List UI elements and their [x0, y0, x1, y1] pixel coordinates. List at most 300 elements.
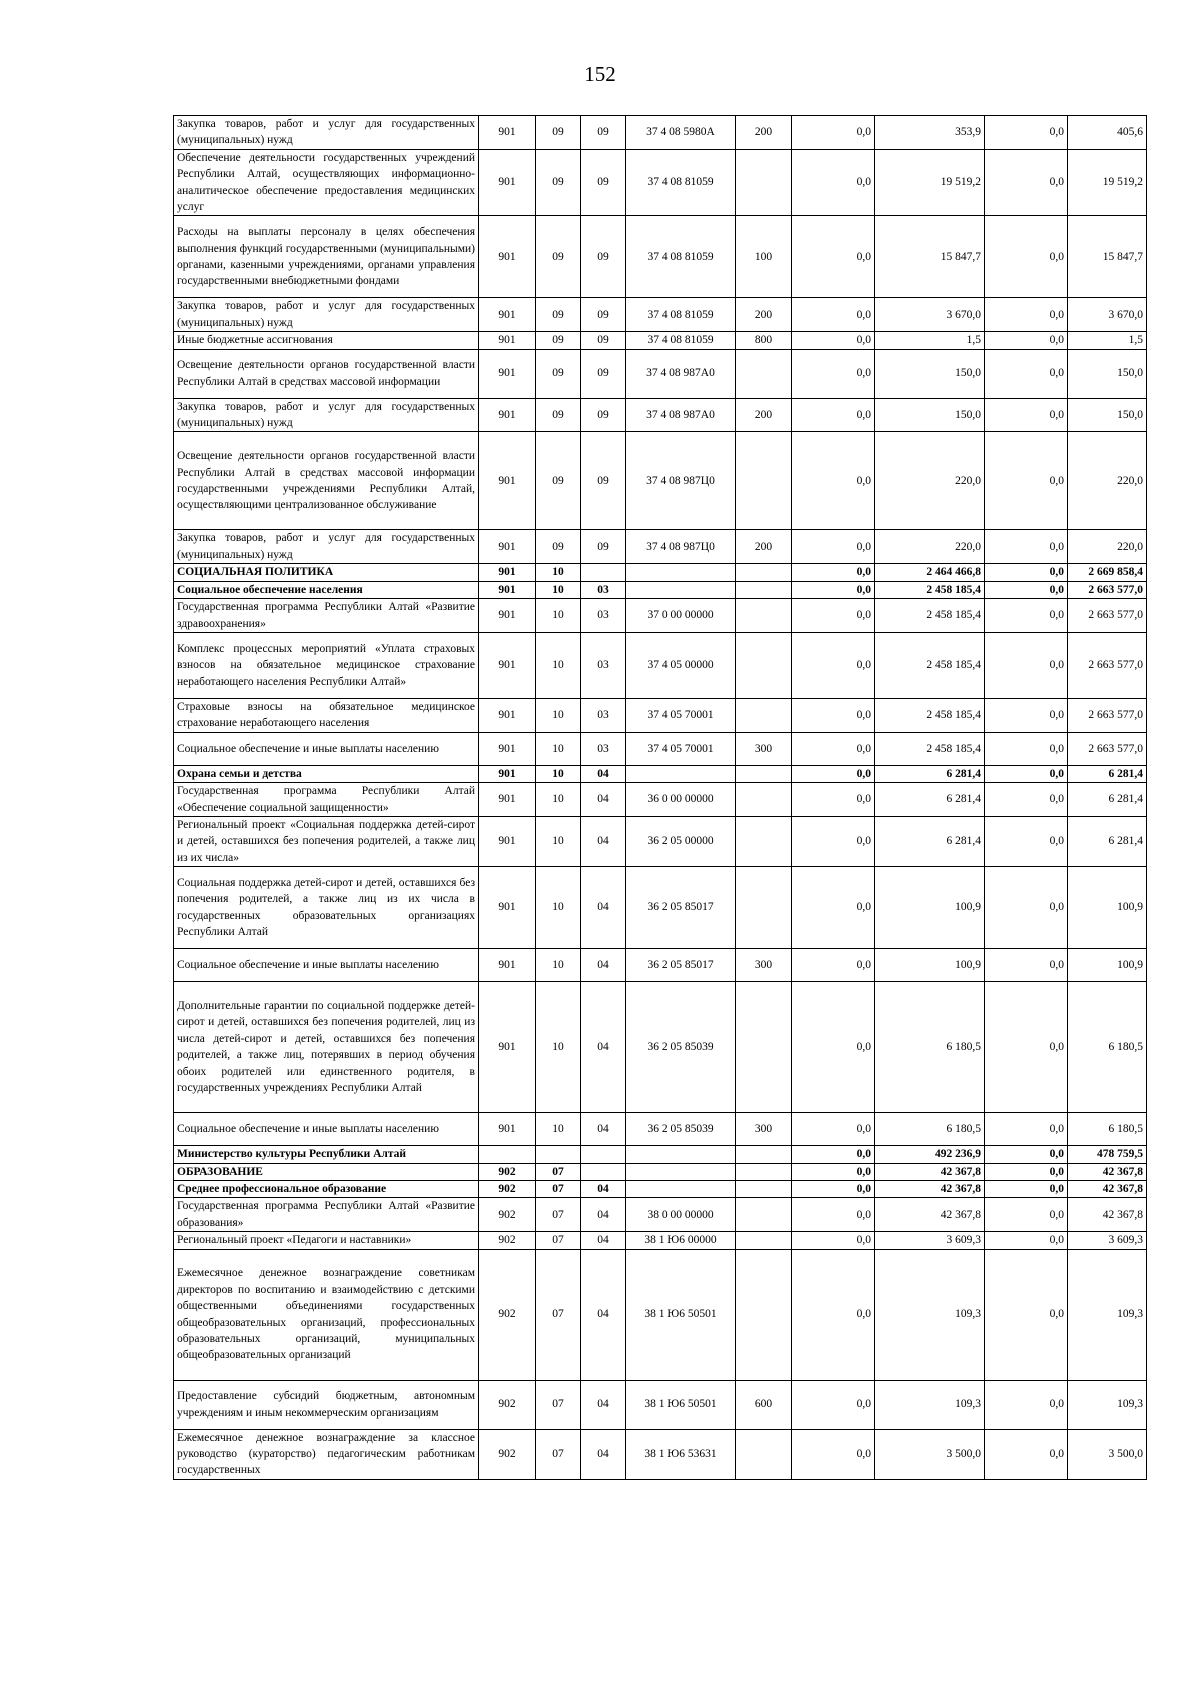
target-article-code	[626, 1180, 736, 1197]
expense-type-code	[736, 1429, 792, 1479]
page-number: 152	[584, 62, 616, 86]
row-name: Государственная программа Республики Алтай «Развитие здравоохранения»	[174, 599, 479, 633]
target-article-code: 38 1 Ю6 50501	[626, 1380, 736, 1429]
value-4: 100,9	[1068, 949, 1147, 982]
value-2: 42 367,8	[875, 1163, 985, 1180]
section-code: 09	[536, 432, 581, 530]
value-3: 0,0	[985, 1380, 1068, 1429]
row-name: Социальное обеспечение и иные выплаты населению	[174, 949, 479, 982]
expense-type-code	[736, 1146, 792, 1163]
value-3: 0,0	[985, 732, 1068, 765]
row-name: Среднее профессиональное образование	[174, 1180, 479, 1197]
subsection-code: 09	[581, 149, 626, 216]
value-1: 0,0	[792, 632, 875, 698]
value-4: 478 759,5	[1068, 1146, 1147, 1163]
value-1: 0,0	[792, 949, 875, 982]
target-article-code: 37 4 05 70001	[626, 698, 736, 732]
value-2: 1,5	[875, 332, 985, 349]
value-1: 0,0	[792, 867, 875, 949]
value-2: 3 609,3	[875, 1232, 985, 1249]
subsection-code: 04	[581, 1429, 626, 1479]
row-name: ОБРАЗОВАНИЕ	[174, 1163, 479, 1180]
value-1: 0,0	[792, 816, 875, 866]
subsection-code: 04	[581, 765, 626, 782]
target-article-code: 36 0 00 00000	[626, 783, 736, 817]
value-4: 3 670,0	[1068, 298, 1147, 332]
value-2: 220,0	[875, 530, 985, 564]
value-1: 0,0	[792, 783, 875, 817]
value-4: 2 663 577,0	[1068, 599, 1147, 633]
target-article-code: 38 0 00 00000	[626, 1198, 736, 1232]
ministry-code: 901	[479, 765, 536, 782]
subsection-code	[581, 1146, 626, 1163]
subsection-code: 03	[581, 581, 626, 598]
value-3: 0,0	[985, 982, 1068, 1113]
ministry-code: 901	[479, 530, 536, 564]
ministry-code: 901	[479, 116, 536, 150]
row-name: Социальное обеспечение населения	[174, 581, 479, 598]
value-2: 2 458 185,4	[875, 632, 985, 698]
value-1: 0,0	[792, 581, 875, 598]
value-1: 0,0	[792, 732, 875, 765]
value-4: 1,5	[1068, 332, 1147, 349]
row-name: Расходы на выплаты персоналу в целях обеспечения выполнения функций государственными (муниципальными) органами, казенными учреждениями, органами управления государственными внебюджетными фондами	[174, 216, 479, 298]
section-code: 09	[536, 149, 581, 216]
ministry-code: 901	[479, 398, 536, 432]
ministry-code: 901	[479, 632, 536, 698]
expense-type-code: 200	[736, 298, 792, 332]
expense-type-code	[736, 765, 792, 782]
subsection-code: 04	[581, 783, 626, 817]
value-3: 0,0	[985, 149, 1068, 216]
section-code: 10	[536, 982, 581, 1113]
value-2: 6 281,4	[875, 783, 985, 817]
expense-type-code: 200	[736, 530, 792, 564]
value-3: 0,0	[985, 1163, 1068, 1180]
subsection-code: 03	[581, 698, 626, 732]
value-2: 42 367,8	[875, 1180, 985, 1197]
ministry-code: 901	[479, 816, 536, 866]
table-row	[174, 1232, 1147, 1249]
value-2: 109,3	[875, 1249, 985, 1380]
ministry-code: 901	[479, 432, 536, 530]
table-row	[174, 982, 1147, 1113]
expense-type-code	[736, 1163, 792, 1180]
table-row	[174, 732, 1147, 765]
value-1: 0,0	[792, 599, 875, 633]
row-name: Государственная программа Республики Алтай «Развитие образования»	[174, 1198, 479, 1232]
section-code: 10	[536, 564, 581, 581]
expense-type-code	[736, 1180, 792, 1197]
expense-type-code	[736, 867, 792, 949]
value-1: 0,0	[792, 1429, 875, 1479]
subsection-code: 09	[581, 216, 626, 298]
subsection-code: 03	[581, 632, 626, 698]
section-code: 10	[536, 632, 581, 698]
target-article-code	[626, 1163, 736, 1180]
value-3: 0,0	[985, 698, 1068, 732]
table-row	[174, 816, 1147, 866]
row-name: Государственная программа Республики Алтай «Обеспечение социальной защищенности»	[174, 783, 479, 817]
row-name: Региональный проект «Социальная поддержка детей-сирот и детей, оставшихся без попечения родителей, а также лиц из их числа»	[174, 816, 479, 866]
section-code: 10	[536, 698, 581, 732]
expense-type-code	[736, 816, 792, 866]
target-article-code: 37 4 05 00000	[626, 632, 736, 698]
section-code: 09	[536, 116, 581, 150]
expense-type-code: 200	[736, 116, 792, 150]
value-1: 0,0	[792, 564, 875, 581]
value-3: 0,0	[985, 765, 1068, 782]
target-article-code: 38 1 Ю6 50501	[626, 1249, 736, 1380]
value-2: 6 281,4	[875, 765, 985, 782]
ministry-code: 901	[479, 332, 536, 349]
value-1: 0,0	[792, 216, 875, 298]
value-3: 0,0	[985, 581, 1068, 598]
table-row	[174, 432, 1147, 530]
value-4: 100,9	[1068, 867, 1147, 949]
table-row	[174, 1180, 1147, 1197]
value-3: 0,0	[985, 1180, 1068, 1197]
row-name: Освещение деятельности органов государственной власти Республики Алтай в средствах массовой информации	[174, 349, 479, 398]
value-1: 0,0	[792, 698, 875, 732]
section-code: 09	[536, 398, 581, 432]
subsection-code: 04	[581, 1113, 626, 1146]
value-1: 0,0	[792, 1198, 875, 1232]
value-3: 0,0	[985, 1249, 1068, 1380]
ministry-code: 901	[479, 216, 536, 298]
table-row	[174, 216, 1147, 298]
section-code: 10	[536, 949, 581, 982]
expense-type-code	[736, 1249, 792, 1380]
ministry-code: 901	[479, 1113, 536, 1146]
section-code: 10	[536, 783, 581, 817]
section-code: 10	[536, 867, 581, 949]
value-4: 405,6	[1068, 116, 1147, 150]
table-row	[174, 1198, 1147, 1232]
subsection-code: 09	[581, 398, 626, 432]
value-2: 100,9	[875, 867, 985, 949]
section-code: 07	[536, 1249, 581, 1380]
section-code: 07	[536, 1163, 581, 1180]
value-3: 0,0	[985, 599, 1068, 633]
expense-type-code: 300	[736, 949, 792, 982]
table-row	[174, 530, 1147, 564]
ministry-code: 901	[479, 982, 536, 1113]
row-name: Охрана семьи и детства	[174, 765, 479, 782]
table-row	[174, 116, 1147, 150]
section-code: 07	[536, 1380, 581, 1429]
row-name: Страховые взносы на обязательное медицинское страхование неработающего населения	[174, 698, 479, 732]
value-4: 3 609,3	[1068, 1232, 1147, 1249]
value-3: 0,0	[985, 432, 1068, 530]
expense-type-code: 200	[736, 398, 792, 432]
table-row	[174, 1146, 1147, 1163]
ministry-code: 901	[479, 564, 536, 581]
value-3: 0,0	[985, 1198, 1068, 1232]
value-1: 0,0	[792, 349, 875, 398]
target-article-code: 37 4 08 987A0	[626, 349, 736, 398]
subsection-code: 03	[581, 732, 626, 765]
table-row	[174, 599, 1147, 633]
row-name: Региональный проект «Педагоги и наставники»	[174, 1232, 479, 1249]
row-name: Социальное обеспечение и иные выплаты населению	[174, 732, 479, 765]
table-row	[174, 698, 1147, 732]
row-name: Дополнительные гарантии по социальной поддержке детей-сирот и детей, оставшихся без попечения родителей, лиц из числа детей-сирот и детей, оставшихся без попечения родителей, а также лиц, потерявших в период обучения обоих родителей или единственного родителя, в государственных учреждениях Республики Алтай	[174, 982, 479, 1113]
section-code: 07	[536, 1198, 581, 1232]
section-code: 07	[536, 1232, 581, 1249]
value-1: 0,0	[792, 298, 875, 332]
value-4: 109,3	[1068, 1380, 1147, 1429]
table-row	[174, 581, 1147, 598]
ministry-code: 901	[479, 867, 536, 949]
row-name: Социальная поддержка детей-сирот и детей, оставшихся без попечения родителей, а также лиц из их числа в государственных образовательных организациях Республики Алтай	[174, 867, 479, 949]
row-name: Предоставление субсидий бюджетным, автономным учреждениям и иным некоммерческим организациям	[174, 1380, 479, 1429]
value-3: 0,0	[985, 564, 1068, 581]
expense-type-code: 600	[736, 1380, 792, 1429]
value-2: 6 281,4	[875, 816, 985, 866]
value-2: 2 464 466,8	[875, 564, 985, 581]
value-1: 0,0	[792, 332, 875, 349]
value-4: 6 180,5	[1068, 1113, 1147, 1146]
value-4: 2 663 577,0	[1068, 581, 1147, 598]
table-row	[174, 149, 1147, 216]
budget-table	[173, 115, 1147, 1480]
value-4: 42 367,8	[1068, 1163, 1147, 1180]
section-code: 09	[536, 349, 581, 398]
section-code: 09	[536, 298, 581, 332]
target-article-code: 37 4 08 81059	[626, 149, 736, 216]
row-name: СОЦИАЛЬНАЯ ПОЛИТИКА	[174, 564, 479, 581]
section-code: 10	[536, 765, 581, 782]
value-4: 220,0	[1068, 530, 1147, 564]
table-row	[174, 1380, 1147, 1429]
subsection-code: 03	[581, 599, 626, 633]
value-2: 492 236,9	[875, 1146, 985, 1163]
value-2: 2 458 185,4	[875, 581, 985, 598]
target-article-code	[626, 581, 736, 598]
ministry-code: 901	[479, 732, 536, 765]
value-2: 19 519,2	[875, 149, 985, 216]
value-2: 3 670,0	[875, 298, 985, 332]
ministry-code: 901	[479, 698, 536, 732]
section-code	[536, 1146, 581, 1163]
section-code: 07	[536, 1180, 581, 1197]
value-2: 15 847,7	[875, 216, 985, 298]
value-1: 0,0	[792, 1249, 875, 1380]
value-2: 2 458 185,4	[875, 732, 985, 765]
expense-type-code: 300	[736, 732, 792, 765]
row-name: Закупка товаров, работ и услуг для государственных (муниципальных) нужд	[174, 116, 479, 150]
table-row	[174, 949, 1147, 982]
value-4: 2 663 577,0	[1068, 698, 1147, 732]
value-3: 0,0	[985, 530, 1068, 564]
table-row	[174, 349, 1147, 398]
value-4: 19 519,2	[1068, 149, 1147, 216]
expense-type-code	[736, 599, 792, 633]
table-row	[174, 564, 1147, 581]
value-2: 2 458 185,4	[875, 599, 985, 633]
target-article-code: 37 4 08 81059	[626, 332, 736, 349]
row-name: Освещение деятельности органов государственной власти Республики Алтай в средствах массовой информации государственными учреждениями Республики Алтай, осуществляющими централизованное обслуживание	[174, 432, 479, 530]
row-name: Закупка товаров, работ и услуг для государственных (муниципальных) нужд	[174, 530, 479, 564]
section-code: 10	[536, 732, 581, 765]
ministry-code: 901	[479, 783, 536, 817]
section-code: 10	[536, 581, 581, 598]
value-4: 150,0	[1068, 398, 1147, 432]
expense-type-code	[736, 432, 792, 530]
value-2: 353,9	[875, 116, 985, 150]
target-article-code	[626, 765, 736, 782]
ministry-code: 902	[479, 1429, 536, 1479]
value-4: 42 367,8	[1068, 1180, 1147, 1197]
value-4: 42 367,8	[1068, 1198, 1147, 1232]
expense-type-code	[736, 581, 792, 598]
subsection-code: 04	[581, 1180, 626, 1197]
target-article-code: 37 4 05 70001	[626, 732, 736, 765]
subsection-code: 04	[581, 1232, 626, 1249]
table-row	[174, 765, 1147, 782]
subsection-code: 09	[581, 116, 626, 150]
value-4: 2 669 858,4	[1068, 564, 1147, 581]
expense-type-code	[736, 982, 792, 1113]
expense-type-code	[736, 564, 792, 581]
target-article-code: 36 2 05 85017	[626, 949, 736, 982]
value-1: 0,0	[792, 982, 875, 1113]
value-4: 220,0	[1068, 432, 1147, 530]
value-3: 0,0	[985, 1232, 1068, 1249]
value-1: 0,0	[792, 530, 875, 564]
ministry-code: 902	[479, 1180, 536, 1197]
value-3: 0,0	[985, 216, 1068, 298]
table-row	[174, 332, 1147, 349]
expense-type-code	[736, 698, 792, 732]
ministry-code: 901	[479, 298, 536, 332]
value-3: 0,0	[985, 349, 1068, 398]
value-4: 150,0	[1068, 349, 1147, 398]
subsection-code	[581, 564, 626, 581]
value-1: 0,0	[792, 1180, 875, 1197]
value-4: 3 500,0	[1068, 1429, 1147, 1479]
value-3: 0,0	[985, 816, 1068, 866]
value-1: 0,0	[792, 1113, 875, 1146]
ministry-code: 901	[479, 349, 536, 398]
subsection-code: 09	[581, 432, 626, 530]
table-row	[174, 783, 1147, 817]
value-2: 6 180,5	[875, 982, 985, 1113]
subsection-code: 04	[581, 1249, 626, 1380]
value-3: 0,0	[985, 1146, 1068, 1163]
subsection-code	[581, 1163, 626, 1180]
subsection-code: 04	[581, 982, 626, 1113]
row-name: Иные бюджетные ассигнования	[174, 332, 479, 349]
subsection-code: 09	[581, 298, 626, 332]
ministry-code: 902	[479, 1163, 536, 1180]
target-article-code: 37 4 08 987Ц0	[626, 432, 736, 530]
row-name: Комплекс процессных мероприятий «Уплата страховых взносов на обязательное медицинское страхование неработающего населения Республики Алтай»	[174, 632, 479, 698]
value-1: 0,0	[792, 398, 875, 432]
value-3: 0,0	[985, 116, 1068, 150]
row-name: Ежемесячное денежное вознаграждение за классное руководство (кураторство) педагогическим работникам государственных	[174, 1429, 479, 1479]
target-article-code: 37 4 08 81059	[626, 216, 736, 298]
value-1: 0,0	[792, 765, 875, 782]
value-1: 0,0	[792, 1146, 875, 1163]
ministry-code: 902	[479, 1249, 536, 1380]
target-article-code	[626, 564, 736, 581]
expense-type-code	[736, 149, 792, 216]
table-row	[174, 1113, 1147, 1146]
value-3: 0,0	[985, 1429, 1068, 1479]
ministry-code: 901	[479, 599, 536, 633]
target-article-code: 37 4 08 5980A	[626, 116, 736, 150]
row-name: Ежемесячное денежное вознаграждение советникам директоров по воспитанию и взаимодействию с детскими общественными объединениями государственных общеобразовательных организаций, профессиональных образовательных организаций, муниципальных общеобразовательных организаций	[174, 1249, 479, 1380]
value-2: 100,9	[875, 949, 985, 982]
target-article-code: 36 2 05 85039	[626, 1113, 736, 1146]
expense-type-code	[736, 783, 792, 817]
expense-type-code	[736, 1232, 792, 1249]
value-3: 0,0	[985, 632, 1068, 698]
expense-type-code: 300	[736, 1113, 792, 1146]
ministry-code: 902	[479, 1198, 536, 1232]
target-article-code: 37 4 08 987A0	[626, 398, 736, 432]
section-code: 10	[536, 816, 581, 866]
target-article-code: 36 2 05 00000	[626, 816, 736, 866]
section-code: 07	[536, 1429, 581, 1479]
subsection-code: 04	[581, 1198, 626, 1232]
ministry-code: 901	[479, 149, 536, 216]
table-row	[174, 1249, 1147, 1380]
subsection-code: 04	[581, 867, 626, 949]
value-3: 0,0	[985, 332, 1068, 349]
expense-type-code: 800	[736, 332, 792, 349]
value-4: 6 281,4	[1068, 765, 1147, 782]
value-1: 0,0	[792, 149, 875, 216]
row-name: Социальное обеспечение и иные выплаты населению	[174, 1113, 479, 1146]
value-2: 109,3	[875, 1380, 985, 1429]
table-row	[174, 1163, 1147, 1180]
value-4: 6 281,4	[1068, 783, 1147, 817]
value-2: 2 458 185,4	[875, 698, 985, 732]
value-4: 2 663 577,0	[1068, 632, 1147, 698]
value-3: 0,0	[985, 298, 1068, 332]
value-3: 0,0	[985, 867, 1068, 949]
expense-type-code	[736, 632, 792, 698]
subsection-code: 09	[581, 349, 626, 398]
target-article-code: 37 0 00 00000	[626, 599, 736, 633]
value-3: 0,0	[985, 949, 1068, 982]
target-article-code: 36 2 05 85017	[626, 867, 736, 949]
section-code: 10	[536, 1113, 581, 1146]
row-name: Министерство культуры Республики Алтай	[174, 1146, 479, 1163]
table-row	[174, 632, 1147, 698]
value-2: 150,0	[875, 349, 985, 398]
target-article-code: 36 2 05 85039	[626, 982, 736, 1113]
target-article-code: 37 4 08 987Ц0	[626, 530, 736, 564]
table-row	[174, 398, 1147, 432]
value-4: 6 180,5	[1068, 982, 1147, 1113]
subsection-code: 04	[581, 1380, 626, 1429]
expense-type-code	[736, 1198, 792, 1232]
value-4: 6 281,4	[1068, 816, 1147, 866]
row-name: Обеспечение деятельности государственных учреждений Республики Алтай, осуществляющих информационно-аналитическое обеспечение предоставления медицинских услуг	[174, 149, 479, 216]
table-row	[174, 298, 1147, 332]
target-article-code: 38 1 Ю6 00000	[626, 1232, 736, 1249]
section-code: 10	[536, 599, 581, 633]
value-2: 150,0	[875, 398, 985, 432]
ministry-code: 902	[479, 1380, 536, 1429]
section-code: 09	[536, 530, 581, 564]
value-1: 0,0	[792, 1232, 875, 1249]
target-article-code: 37 4 08 81059	[626, 298, 736, 332]
